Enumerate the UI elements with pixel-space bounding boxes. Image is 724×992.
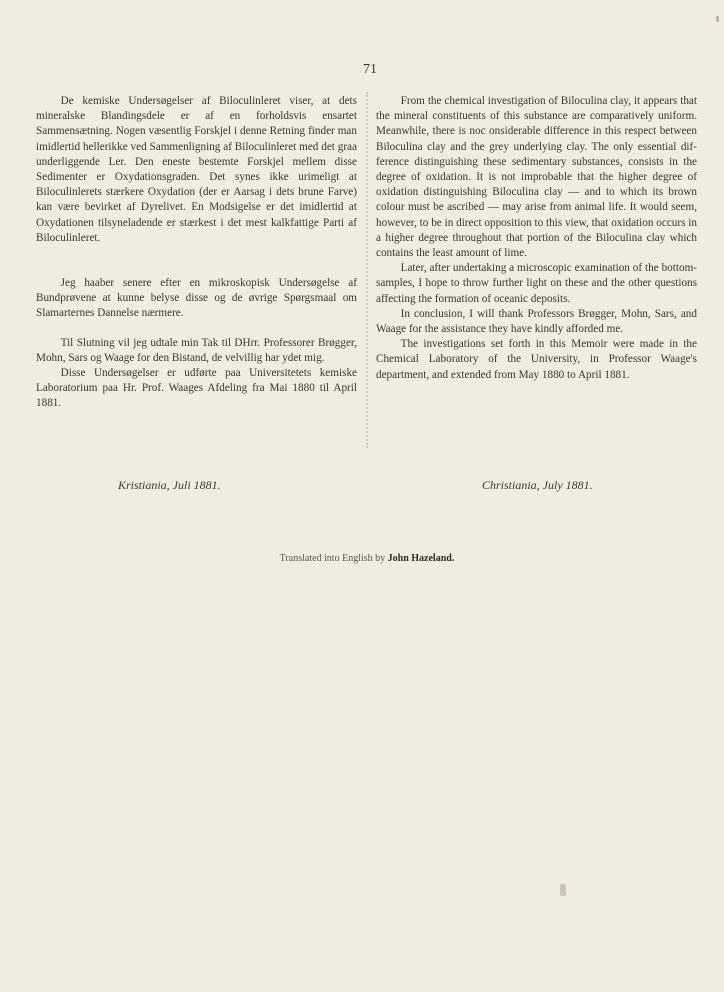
norwegian-column <box>36 94 357 412</box>
signature-norwegian: Kristiania, Juli 1881. <box>118 478 221 492</box>
translator-credit <box>0 553 724 564</box>
paragraph: From the chemical investigation of Biloculina clay, it appears that the mineral constituents of this substance are comparatively uniform. Meanwhile, there is noc onsiderable difference in this respect between Biloculina clay and the grey underlying clay. The only essential difference distinguishing these sedimentary substances, consists in the degree of oxidation. It is not improbable that the higher degree of oxidation distinguishing Biloculina clay — and to which its brown colour must be ascribed — may arise from animal life. It would seem, however, to be in direct opposition to this view, that oxidation occurs in a higher degree throughout that portion of the Biloculina clay which contains the least amount of lime. <box>376 95 697 260</box>
paragraph: Jeg haaber senere efter en mikroskopisk Undersøgelse af Bundprøvene at kunne belyse disse og de øvrige Spørgsmaal om Slamarternes Dannelse nærmere. <box>36 277 357 320</box>
signature-english: Christiania, July 1881. <box>482 478 593 492</box>
translator-prefix: Translated into English by <box>279 553 386 564</box>
page-edge-mark <box>716 16 719 22</box>
paragraph: Disse Undersøgelser er udførte paa Universitetets kemiske Laboratorium paa Hr. Prof. Waages Afdeling fra Mai 1880 til April 1881. <box>36 367 357 410</box>
column-divider <box>366 92 368 448</box>
page-number: 71 <box>363 62 377 77</box>
paragraph: De kemiske Undersøgelser af Biloculinleret viser, at dets mineralske Blandingsdele er af en forholdsvis ensartet Sammensætning. Nogen væsentlig Forskjel i denne Retning finder man imidlertid hellerikke ved Sammenligning af Biloculinleret med det graa underliggende Ler. Den eneste bestemte Forskjel mellem disse Sedimenter er Oxydationsgraden. Det synes ikke urimeligt at Biloculinlerets stærkere Oxydation (der er Aarsag i dets brune Farve) kan være bevirket af Dyrelivet. En Modsigelse er det imidlertid at Oxydationen tilsyneladende er stærkest i det mest kalkfattige Parti af Biloculinleret. <box>36 95 357 244</box>
ink-smudge <box>560 884 566 896</box>
english-column <box>376 94 697 383</box>
paragraph: In conclusion, I will thank Professors Brøgger, Mohn, Sars, and Waage for the assistance they have kindly afforded me. <box>376 307 697 336</box>
translator-name: John Hazeland. <box>387 553 455 564</box>
paragraph: Later, after undertaking a microscopic examination of the bottom-samples, I hope to throw further light on these and the other questions affecting the formation of oceanic deposits. <box>376 262 697 305</box>
paragraph: The investigations set forth in this Memoir were made in the Chemical Laboratory of the University, in Professor Waage's department, and extended from May 1880 to April 1881. <box>376 338 697 381</box>
paragraph: Til Slutning vil jeg udtale min Tak til DHrr. Professorer Brøgger, Mohn, Sars og Waage for den Bistand, de velvillig har ydet mig. <box>36 336 357 364</box>
